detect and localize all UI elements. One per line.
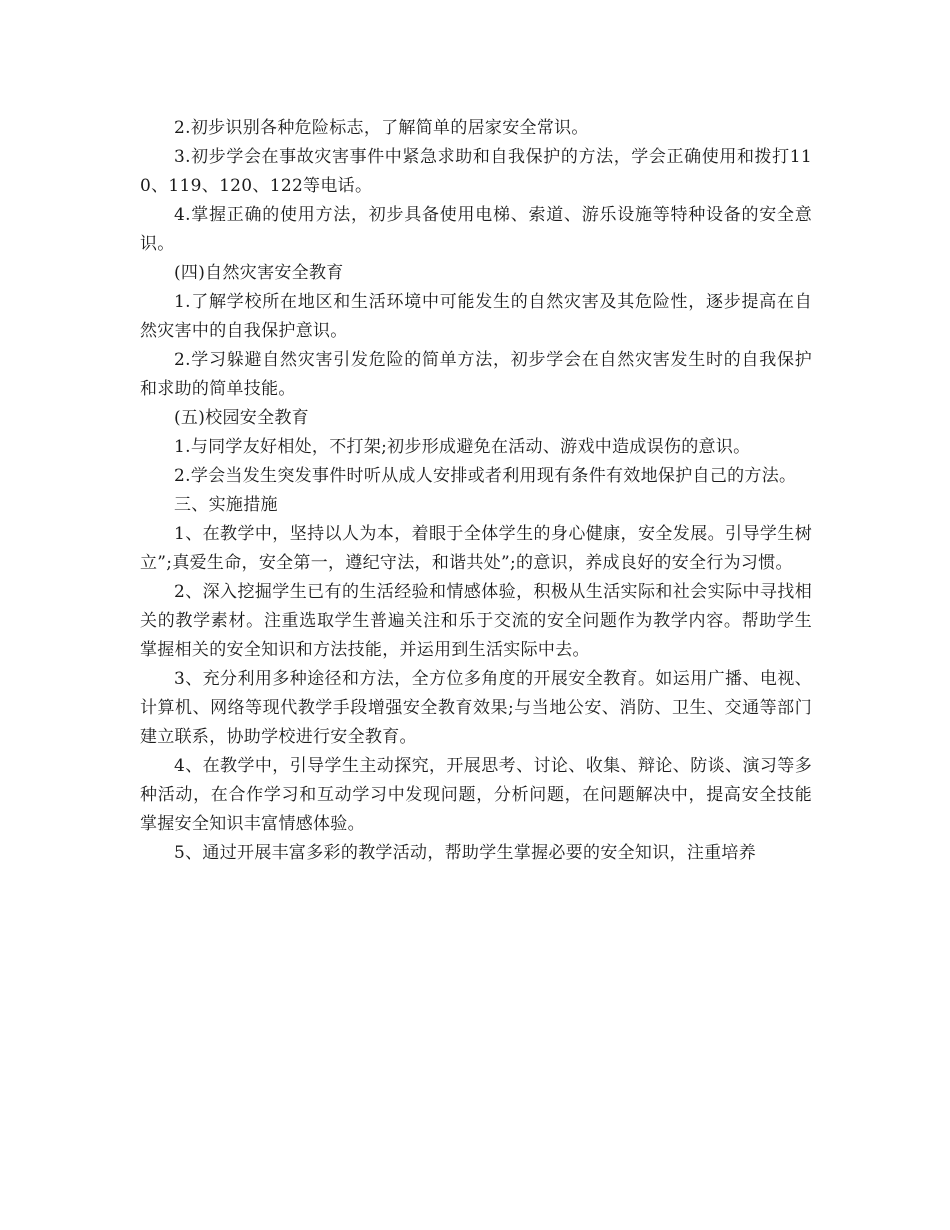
paragraph-special-equipment: 4.掌握正确的使用方法，初步具备使用电梯、索道、游乐设施等特种设备的安全意识。 <box>140 205 812 254</box>
section-heading-measures: 三、实施措施 <box>174 495 278 515</box>
paragraph-emergency-calls: 3.初步学会在事故灾害事件中紧急求助和自我保护的方法，学会正确使用和拨打110、119、120、122等电话。 <box>140 147 812 196</box>
paragraph-disaster-skills: 2.学习躲避自然灾害引发危险的简单方法，初步学会在自然灾害发生时的自我保护和求助的简单技能。 <box>140 350 812 399</box>
section-heading-campus-safety: (五)校园安全教育 <box>174 408 309 428</box>
paragraph-measure-2: 2、深入挖掘学生已有的生活经验和情感体验，积极从生活实际和社会实际中寻找相关的教学素材。注重选取学生普遍关注和乐于交流的安全问题作为教学内容。帮助学生掌握相关的安全知识和方法技能，并运用到生活实际中去。 <box>140 582 812 660</box>
paragraph-measure-3: 3、充分利用多种途径和方法，全方位多角度的开展安全教育。如运用广播、电视、计算机、网络等现代教学手段增强安全教育效果;与当地公安、消防、卫生、交通等部门建立联系，协助学校进行安全教育。 <box>140 669 812 747</box>
paragraph-emergency-response: 2.学会当发生突发事件时听从成人安排或者利用现有条件有效地保护自己的方法。 <box>174 466 797 486</box>
paragraph-disaster-awareness: 1.了解学校所在地区和生活环境中可能发生的自然灾害及其危险性，逐步提高在自然灾害中的自我保护意识。 <box>140 292 812 341</box>
paragraph-hazard-signs: 2.初步识别各种危险标志，了解简单的居家安全常识。 <box>174 118 589 138</box>
section-heading-natural-disaster: (四)自然灾害安全教育 <box>174 263 344 283</box>
paragraph-classmates: 1.与同学友好相处，不打架;初步形成避免在活动、游戏中造成误伤的意识。 <box>174 437 751 457</box>
paragraph-measure-5: 5、通过开展丰富多彩的教学活动，帮助学生掌握必要的安全知识，注重培养 <box>174 843 757 863</box>
document-page <box>140 114 812 868</box>
paragraph-measure-1: 1、在教学中，坚持以人为本，着眼于全体学生的身心健康，安全发展。引导学生树立”;真爱生命，安全第一，遵纪守法，和谐共处”;的意识，养成良好的安全行为习惯。 <box>140 524 812 573</box>
paragraph-measure-4: 4、在教学中，引导学生主动探究，开展思考、讨论、收集、辩论、防谈、演习等多种活动，在合作学习和互动学习中发现问题，分析问题，在问题解决中，提高安全技能掌握安全知识丰富情感体验。 <box>140 756 812 834</box>
